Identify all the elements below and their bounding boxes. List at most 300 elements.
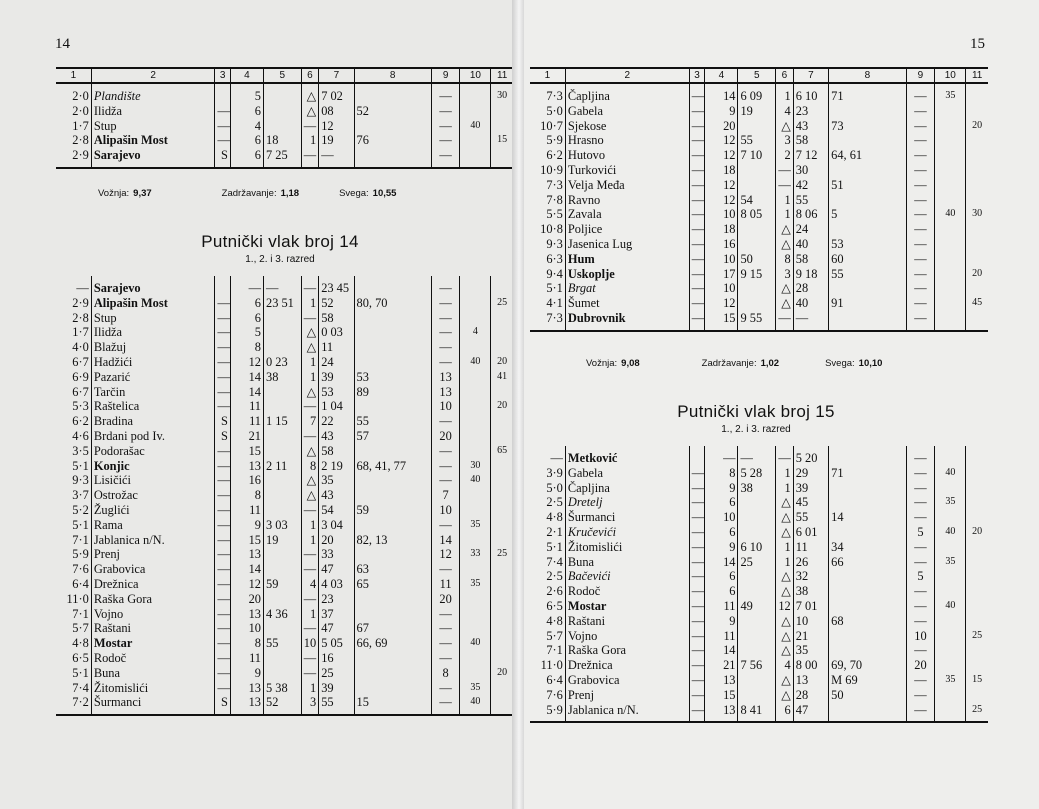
station-name: Jablanica n/N. [91,533,215,548]
timetable-cell: 11·0 [540,658,563,673]
timetable-cell: — [906,178,935,193]
timetable-cell: 10 [793,614,828,629]
column-header: 3 [215,68,230,83]
timetable-cell: 25 [319,666,354,681]
timetable-cell [935,178,966,193]
timetable-cell: 8 05 [738,207,776,222]
timetable-cell: — [431,119,460,134]
column-header: 9 [906,68,935,83]
timetable-cell: 5 [906,525,935,540]
timetable-cell [460,414,491,429]
station-name: Šumet [565,296,689,311]
timetable-cell: △ [776,614,794,629]
timetable-cell: 5·0 [546,103,563,118]
timetable-cell [738,119,776,134]
timetable-cell: 11 [705,599,738,614]
timetable-cell: — [689,525,704,540]
timetable-cell [491,104,513,119]
timetable-cell: — [301,311,319,326]
timetable-cell: 55 [354,414,431,429]
timetable-cell: 3·9 [546,465,563,480]
timetable-cell: 7·3 [546,89,563,103]
timetable-row [530,163,988,178]
timetable-cell: — [76,281,89,295]
timetable-cell: 6·2 [546,148,563,163]
timetable-row [530,83,988,104]
station-name: Žitomislići [91,681,215,696]
timetable-cell: 12 [431,547,460,562]
timetable-cell [935,104,966,119]
timetable-row [56,148,513,168]
timetable-cell: 53 [354,370,431,385]
timetable-cell: S [215,695,230,715]
timetable-row [56,325,513,340]
timetable-cell: △ [301,444,319,459]
timetable-cell [460,444,491,459]
station-name: Blažuj [91,340,215,355]
timetable-cell: — [906,510,935,525]
timetable-cell: 30 [966,207,988,222]
timetable-cell [460,104,491,119]
timetable-cell: 15 [230,533,263,548]
timetable-cell: 3·5 [72,443,89,458]
timetable-row [56,607,513,622]
timetable-cell: 2·0 [72,103,89,118]
timetable-cell: 1 [301,355,319,370]
timetable-cell: — [689,237,704,252]
timetable-cell: 15 [354,695,431,715]
timetable-cell: 12 [705,296,738,311]
timetable-cell: 10 [230,621,263,636]
column-header: 5 [738,68,776,83]
timetable-cell [460,370,491,385]
timetable-cell: — [215,459,230,474]
timetable-cell: — [215,636,230,651]
summary-right [586,358,882,369]
timetable-cell [491,385,513,400]
timetable-cell: — [301,276,319,296]
timetable-cell: △ [776,495,794,510]
timetable-cell: 35 [935,555,966,570]
timetable-cell [460,666,491,681]
column-header: 6 [301,68,319,83]
timetable-cell: — [301,592,319,607]
timetable-cell [354,83,431,104]
station-name: Alipašin Most [91,133,215,148]
timetable-cell: 5·7 [72,621,89,636]
station-name: Sjekose [565,119,689,134]
timetable-cell: 40 [935,525,966,540]
timetable-cell: 9·3 [546,236,563,251]
timetable-cell [215,276,230,296]
timetable-cell [738,178,776,193]
timetable-cell [935,296,966,311]
timetable-cell: 30 [793,163,828,178]
timetable-cell: — [689,495,704,510]
timetable-cell: — [431,340,460,355]
timetable-cell: 55 [829,267,906,282]
timetable-cell: — [215,385,230,400]
timetable-row [56,104,513,119]
timetable-cell: — [906,207,935,222]
timetable-cell: 30 [491,83,513,104]
timetable-cell: 5 05 [319,636,354,651]
timetable-cell: 13 [431,370,460,385]
timetable-cell: 15 [966,673,988,688]
station-name: Turkovići [565,163,689,178]
station-name: Buna [565,555,689,570]
timetable-cell: 58 [319,311,354,326]
timetable-cell: 73 [829,119,906,134]
station-name: Brgat [565,281,689,296]
timetable-cell: — [301,148,319,168]
timetable-cell: — [215,473,230,488]
station-name: Kručevići [565,525,689,540]
timetable-cell: 14 [230,562,263,577]
column-header: 11 [491,68,513,83]
timetable-cell: — [906,296,935,311]
timetable-row [56,518,513,533]
timetable-cell [935,237,966,252]
timetable-cell [354,607,431,622]
timetable-cell [829,629,906,644]
column-header: 2 [565,68,689,83]
timetable-cell [354,276,431,296]
timetable-cell [264,311,302,326]
timetable-cell [460,296,491,311]
timetable-cell [491,276,513,296]
timetable-cell: 23 45 [319,276,354,296]
timetable-row [56,488,513,503]
timetable-cell: 52 [264,695,302,715]
station-name: Zavala [565,207,689,222]
timetable-cell: 38 [793,584,828,599]
timetable-cell [491,562,513,577]
timetable-row [530,569,988,584]
timetable-cell: 35 [460,681,491,696]
timetable-cell: 6 [230,296,263,311]
timetable-cell: 39 [793,481,828,496]
timetable-cell: — [906,133,935,148]
timetable-cell [264,488,302,503]
timetable-cell: 1·7 [72,325,89,340]
timetable-cell [738,163,776,178]
timetable-cell: 37 [319,607,354,622]
timetable-cell: 25 [738,555,776,570]
timetable-cell: 0 23 [264,355,302,370]
timetable-cell: 68 [829,614,906,629]
timetable-cell: 11 [431,577,460,592]
timetable-cell: 14 [705,83,738,104]
timetable-cell: — [301,651,319,666]
timetable-cell: 30 [460,459,491,474]
timetable-cell: 19 [738,104,776,119]
zadrzavanje-value: 1,02 [760,358,780,369]
timetable-cell [689,446,704,466]
station-name: Konjic [91,459,215,474]
timetable-cell: — [689,658,704,673]
timetable-cell: 19 [319,133,354,148]
timetable-cell [215,83,230,104]
timetable-cell: 23 [793,104,828,119]
timetable-cell: 39 [319,370,354,385]
timetable-cell: 1 [776,540,794,555]
timetable-cell: 6 [230,311,263,326]
timetable-cell: — [215,399,230,414]
station-name: Metković [565,446,689,466]
timetable-cell: 6 [230,133,263,148]
timetable-cell: △ [776,643,794,658]
timetable-cell: — [431,311,460,326]
timetable-cell [966,643,988,658]
timetable-cell: — [776,446,794,466]
timetable-cell: — [301,621,319,636]
timetable-cell: 55 [264,636,302,651]
timetable-cell [460,133,491,148]
timetable-cell [354,444,431,459]
timetable-cell: 20 [966,267,988,282]
timetable-cell: 1 [776,555,794,570]
timetable-cell: 20 [966,525,988,540]
timetable-cell: 8 41 [738,703,776,723]
timetable-cell [491,695,513,715]
timetable-cell: — [906,163,935,178]
station-name: Gabela [565,466,689,481]
timetable-row [56,399,513,414]
timetable-train-14 [56,276,513,716]
right-page [524,0,1039,809]
timetable-cell [935,481,966,496]
column-header-row [530,68,988,83]
timetable-cell: — [689,193,704,208]
timetable-cell: 71 [829,466,906,481]
timetable-cell [935,119,966,134]
station-name: Žitomislići [565,540,689,555]
timetable-cell: 21 [793,629,828,644]
timetable-cell: 13 [230,681,263,696]
timetable-cell: — [689,703,704,723]
timetable-cell: — [215,370,230,385]
timetable-cell [491,651,513,666]
timetable-cell: 28 [793,688,828,703]
timetable-cell: 13 [793,673,828,688]
timetable-row [530,510,988,525]
timetable-cell: — [689,207,704,222]
timetable-cell: 29 [793,466,828,481]
timetable-cell [738,237,776,252]
timetable-cell: — [906,466,935,481]
timetable-cell: 16 [319,651,354,666]
timetable-cell: — [215,592,230,607]
train-14-title: Putnički vlak broj 14 [201,232,359,251]
timetable-cell [829,193,906,208]
timetable-cell: — [689,584,704,599]
voznja-label: Vožnja: [586,358,618,369]
station-name: Gabela [565,104,689,119]
zadrzavanje-label: Zadržavanje: [701,358,757,369]
timetable-train-15 [530,446,988,723]
timetable-cell: 11 [319,340,354,355]
timetable-cell: △ [776,296,794,311]
timetable-cell [738,281,776,296]
timetable-cell: 10 [705,207,738,222]
timetable-cell: 64, 61 [829,148,906,163]
timetable-cell: 6·7 [72,354,89,369]
timetable-row [530,540,988,555]
timetable-cell [966,178,988,193]
timetable-cell: 43 [793,119,828,134]
timetable-cell: 35 [460,577,491,592]
timetable-cell: — [906,83,935,104]
timetable-left-top [56,67,513,169]
timetable-cell: 5·7 [546,628,563,643]
station-name: Brdani pod Iv. [91,429,215,444]
timetable-cell [354,148,431,168]
svega-value: 10,55 [372,188,397,199]
timetable-cell: 55 [738,133,776,148]
timetable-cell: 28 [793,281,828,296]
timetable-cell: — [431,636,460,651]
timetable-cell: 11·0 [66,591,89,606]
timetable-cell: — [215,119,230,134]
timetable-cell: 54 [738,193,776,208]
timetable-cell: 10 [301,636,319,651]
timetable-cell: — [689,688,704,703]
timetable-cell [264,83,302,104]
timetable-cell: — [906,495,935,510]
station-name: Hadžići [91,355,215,370]
timetable-row [56,355,513,370]
timetable-cell: 35 [319,473,354,488]
timetable-cell: 5·1 [546,281,563,296]
timetable-cell: 7·6 [72,562,89,577]
timetable-cell: — [215,533,230,548]
timetable-cell: 9 [230,666,263,681]
timetable-cell: 5·9 [72,547,89,562]
timetable-cell: 6·5 [72,650,89,665]
timetable-cell: 33 [460,547,491,562]
timetable-cell [491,414,513,429]
timetable-row [530,281,988,296]
timetable-cell: — [689,481,704,496]
timetable-cell: 6·3 [546,251,563,266]
timetable-cell [935,584,966,599]
timetable-cell: 2 11 [264,459,302,474]
timetable-cell [966,83,988,104]
timetable-cell [935,658,966,673]
timetable-cell [354,325,431,340]
timetable-cell: △ [776,629,794,644]
timetable-cell [935,643,966,658]
station-name: Jablanica n/N. [565,703,689,723]
timetable-row [530,119,988,134]
timetable-cell: 63 [354,562,431,577]
timetable-cell: — [689,466,704,481]
timetable-cell: 2 19 [319,459,354,474]
timetable-cell: — [215,651,230,666]
timetable-cell: — [906,643,935,658]
timetable-cell: — [550,451,563,465]
timetable-cell: △ [776,673,794,688]
timetable-cell: 8 [230,636,263,651]
timetable-cell: 7 [431,488,460,503]
station-name: Raštelica [91,399,215,414]
timetable-cell: 7 10 [738,148,776,163]
timetable-cell [491,429,513,444]
station-name: Stup [91,119,215,134]
timetable-cell: 82, 13 [354,533,431,548]
timetable-cell [354,681,431,696]
station-name: Čapljina [565,83,689,104]
column-header: 3 [689,68,704,83]
timetable-cell: 9 18 [793,267,828,282]
timetable-cell: 7 01 [793,599,828,614]
timetable-cell: 20 [906,658,935,673]
timetable-cell [935,569,966,584]
timetable-cell: 35 [793,643,828,658]
timetable-cell: 20 [431,429,460,444]
timetable-cell: 55 [319,695,354,715]
timetable-cell: — [215,562,230,577]
timetable-cell: 20 [431,592,460,607]
timetable-cell [935,252,966,267]
timetable-cell: — [906,673,935,688]
station-name: Sarajevo [91,276,215,296]
timetable-row [530,193,988,208]
timetable-cell [491,148,513,168]
timetable-row [56,636,513,651]
timetable-cell: 8 06 [793,207,828,222]
timetable-cell: 40 [935,599,966,614]
timetable-cell: 12 [230,577,263,592]
station-name: Podorašac [91,444,215,459]
timetable-row [56,296,513,311]
timetable-cell: 3·7 [72,488,89,503]
timetable-cell: 40 [460,119,491,134]
timetable-cell [738,614,776,629]
station-name: Plandište [91,83,215,104]
timetable-cell [935,267,966,282]
timetable-cell: 11 [230,399,263,414]
timetable-cell: 17 [705,267,738,282]
timetable-cell: — [215,340,230,355]
timetable-cell: — [431,355,460,370]
timetable-cell: 20 [491,399,513,414]
timetable-cell: — [301,547,319,562]
timetable-cell [460,562,491,577]
timetable-cell: 14 [705,555,738,570]
timetable-cell: 24 [319,355,354,370]
timetable-cell: 40 [460,473,491,488]
timetable-cell [354,399,431,414]
timetable-cell: 4·0 [72,340,89,355]
timetable-cell: — [689,540,704,555]
timetable-cell: — [431,325,460,340]
timetable-cell: 20 [491,355,513,370]
timetable-cell: 5 [230,325,263,340]
timetable-cell: 39 [319,681,354,696]
timetable-cell: 8 00 [793,658,828,673]
station-name: Šurmanci [91,695,215,715]
timetable-cell: 1 04 [319,399,354,414]
timetable-cell: 7 25 [264,148,302,168]
timetable-cell: 9 [705,481,738,496]
column-header: 4 [230,68,263,83]
timetable-cell [460,533,491,548]
station-name: Bradina [91,414,215,429]
timetable-cell: — [431,133,460,148]
timetable-cell: — [689,119,704,134]
